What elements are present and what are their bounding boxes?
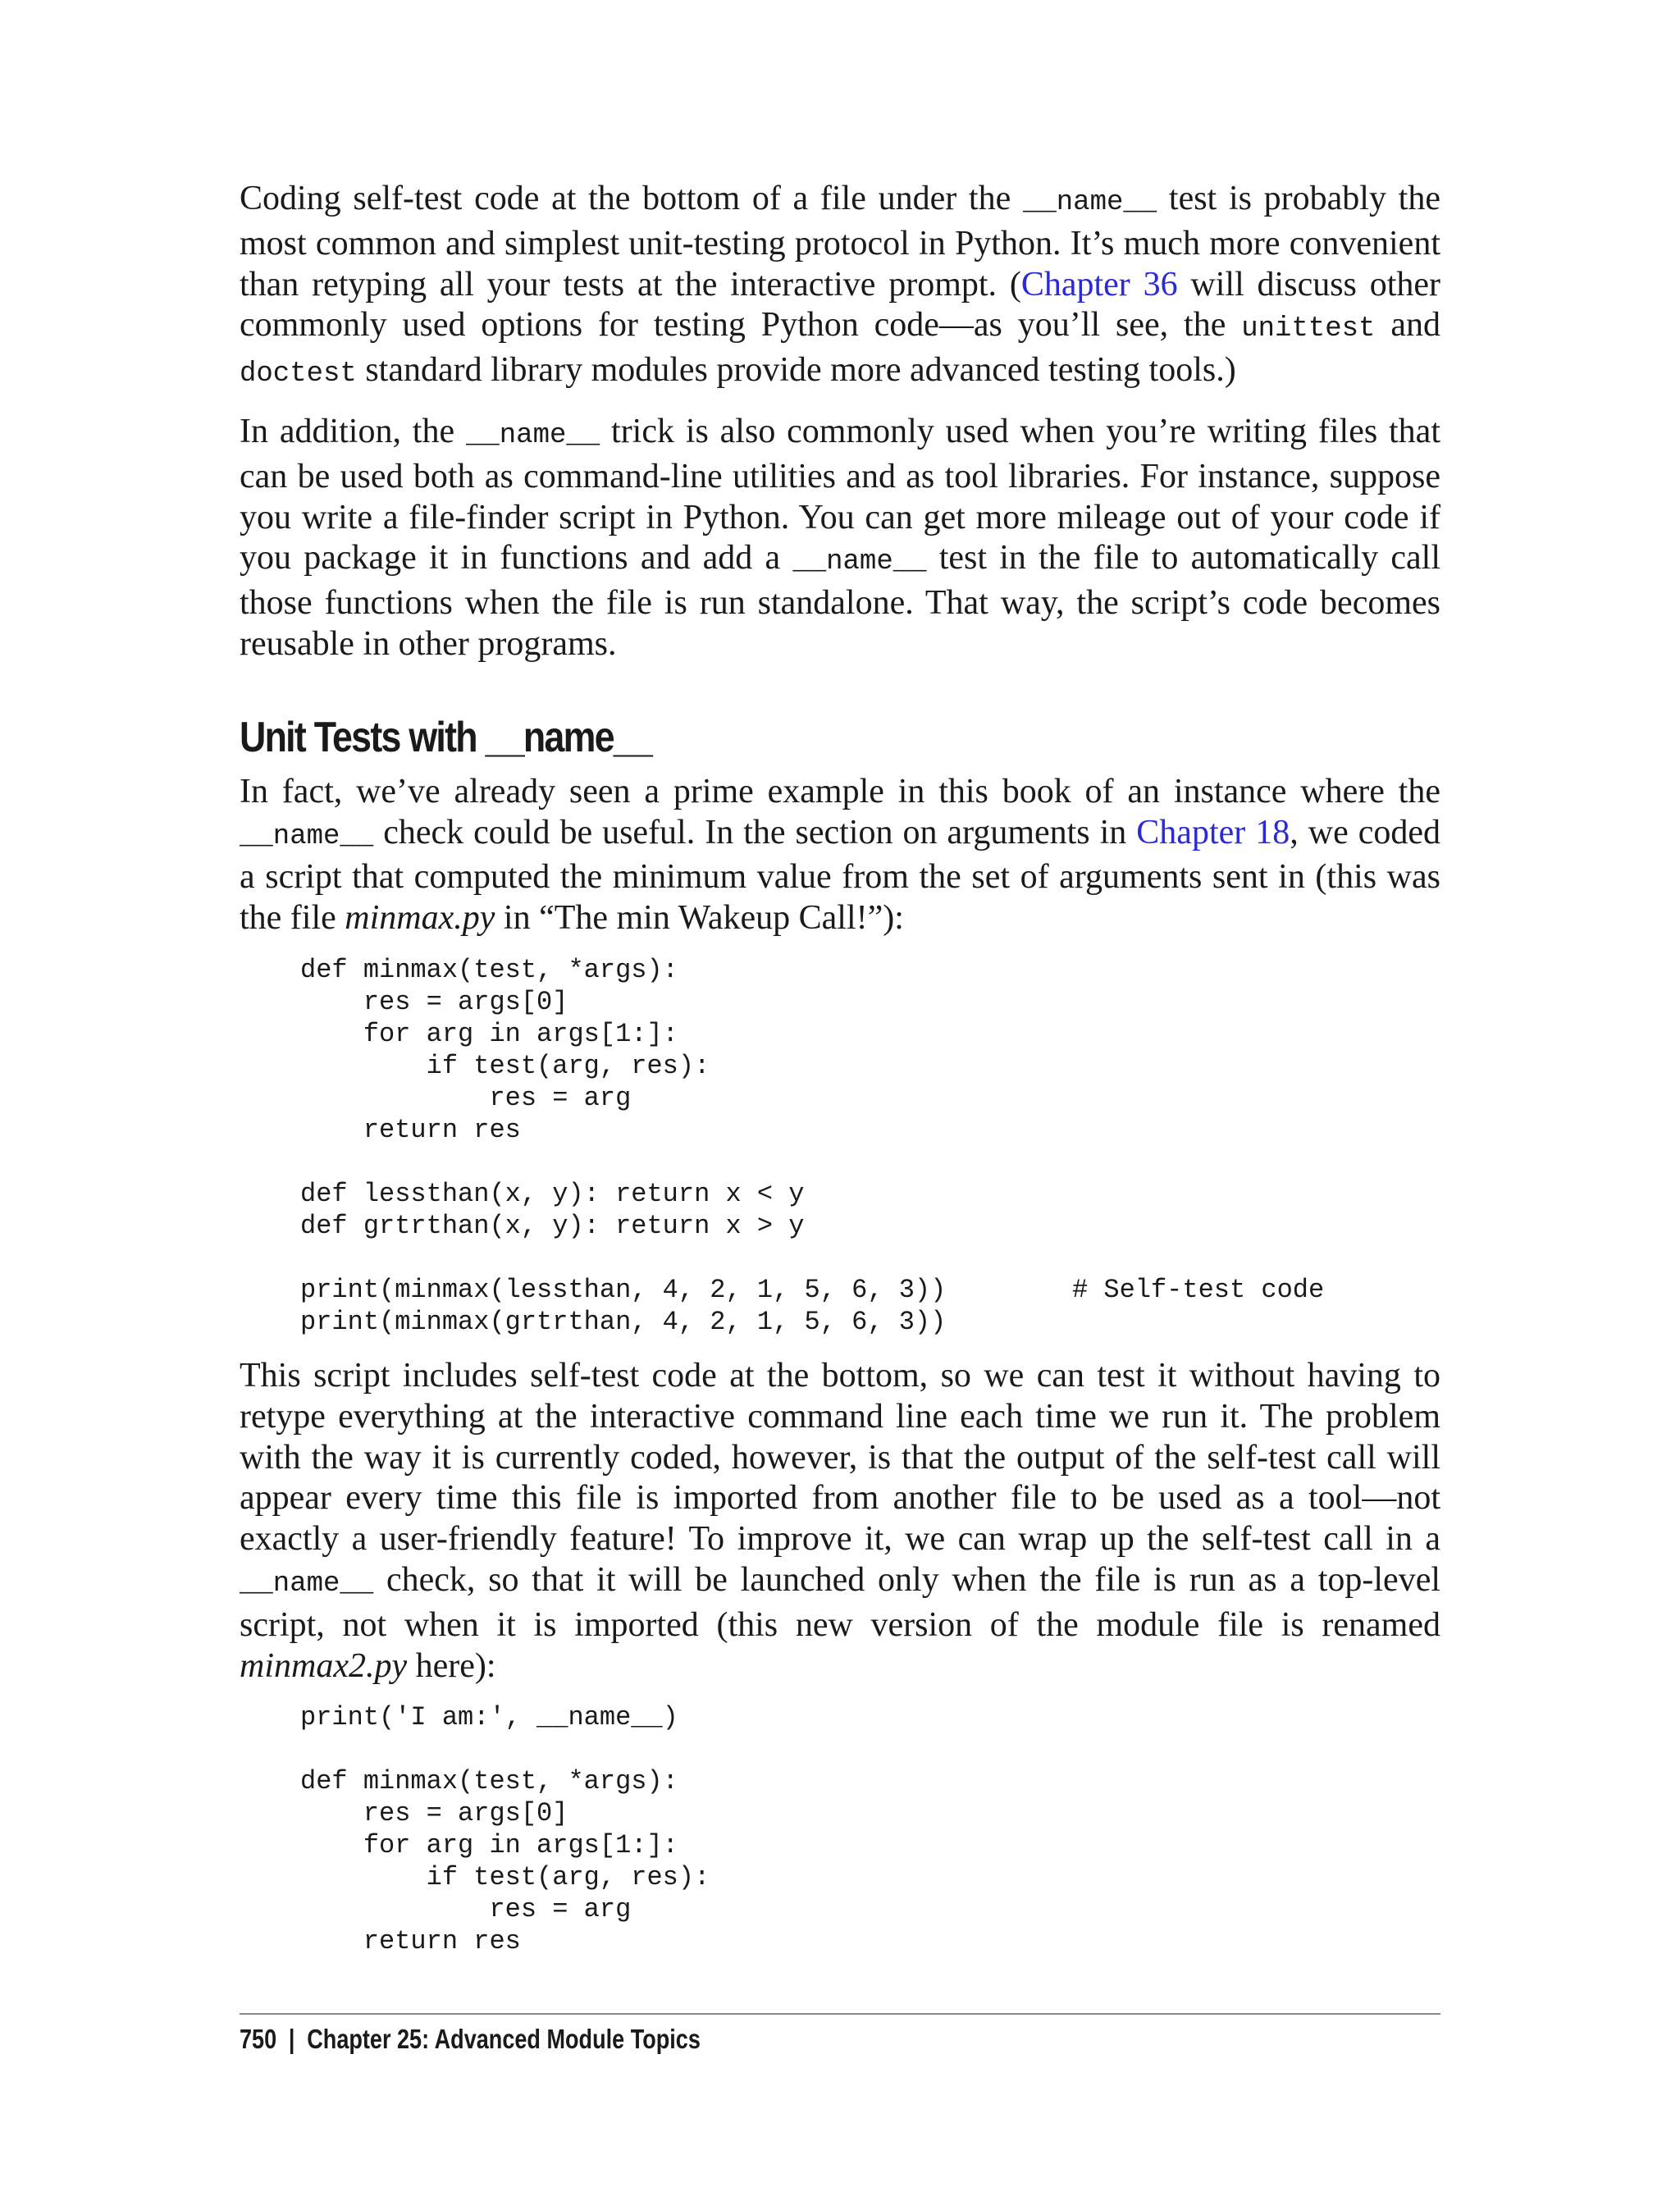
text: trick is also commonly used when you’re writing files that can be used both as command-line utilities and as tool libraries. For instance, suppose you write a file-finder script in Python. You can get more mileage out of your code if you package it in functions and add a — [240, 412, 1440, 578]
text: In fact, we’ve already seen a prime example in this book of an instance where the — [240, 772, 1440, 810]
paragraph-2 — [240, 412, 1440, 665]
section-heading: Unit Tests with __name__ — [240, 713, 652, 761]
inline-code: doctest — [240, 358, 357, 390]
inline-code: __name__ — [465, 419, 600, 451]
text: in “The min Wakeup Call!”): — [495, 899, 904, 938]
footer-rule — [240, 2013, 1440, 2015]
code-listing-minmax2: print('I am:', __name__) def minmax(test, *args): res = args[0] for arg in args[1:]: if test(arg, res): res = arg return res — [300, 1702, 710, 1957]
chapter-18-link[interactable]: Chapter 18 — [1136, 813, 1290, 851]
inline-code: unittest — [1241, 313, 1376, 345]
inline-code: __name__ — [1022, 187, 1157, 218]
code-listing-minmax: def minmax(test, *args): res = args[0] for arg in args[1:]: if test(arg, res): res = arg return res def lessthan(x, y): return x < y def grtrthan(x, y): return x > y print(minmax(lessthan, 4, 2, 1, 5, 6, 3)) # Self-test code print(minmax(grtrthan, 4, 2, 1, 5, 6, 3)) — [300, 954, 1325, 1337]
text: test is probably the most common and simplest unit-testing protocol in Python. It’s much more convenient than retyping all your tests at the interactive prompt. ( — [240, 180, 1440, 304]
footer-separator: | — [288, 2024, 295, 2054]
text: check, so that it will be launched only when the file is run as a top-level script, not when it is imported (this new version of the module file is renamed — [240, 1560, 1440, 1644]
text: and — [1375, 306, 1440, 345]
text: will discuss other commonly used options for testing Python code—as you’ll see, the — [240, 265, 1441, 345]
text: In addition, the — [240, 412, 466, 450]
inline-code: __name__ — [240, 820, 374, 852]
filename: minmax2.py — [240, 1646, 408, 1685]
text: , we coded a script that computed the minimum value from the set of arguments sent in (this was the file — [240, 813, 1440, 938]
text: test in the file to automatically call those functions when the file is run standalone. That way, the script’s code becomes reusable in other programs. — [240, 539, 1440, 663]
page-number: 750 — [240, 2024, 277, 2054]
inline-code: __name__ — [240, 1568, 374, 1600]
text: Coding self-test code at the bottom of a file under the — [240, 180, 1023, 217]
text: check could be useful. In the section on arguments in — [373, 813, 1137, 851]
chapter-title: Chapter 25: Advanced Module Topics — [307, 2024, 701, 2054]
filename: minmax.py — [345, 899, 495, 938]
page-footer — [240, 2020, 701, 2059]
chapter-36-link[interactable]: Chapter 36 — [1020, 265, 1178, 304]
page-content — [240, 179, 1440, 1975]
text: standard library modules provide more advanced testing tools.) — [356, 351, 1236, 390]
paragraph-3 — [240, 772, 1440, 939]
text: This script includes self-test code at the bottom, so we can test it without having to retype everything at the interactive command line each time we run it. The problem with the way it is currently coded, however, is that the output of the self-test call will appear every time this file is imported from another file to be used as a tool—not exactly a user-friendly feature! To improve it, we can wrap up the self-test call in a — [240, 1356, 1440, 1559]
paragraph-4 — [240, 1356, 1440, 1687]
text: here): — [407, 1646, 496, 1685]
paragraph-1 — [240, 179, 1440, 395]
inline-code: __name__ — [792, 546, 927, 578]
